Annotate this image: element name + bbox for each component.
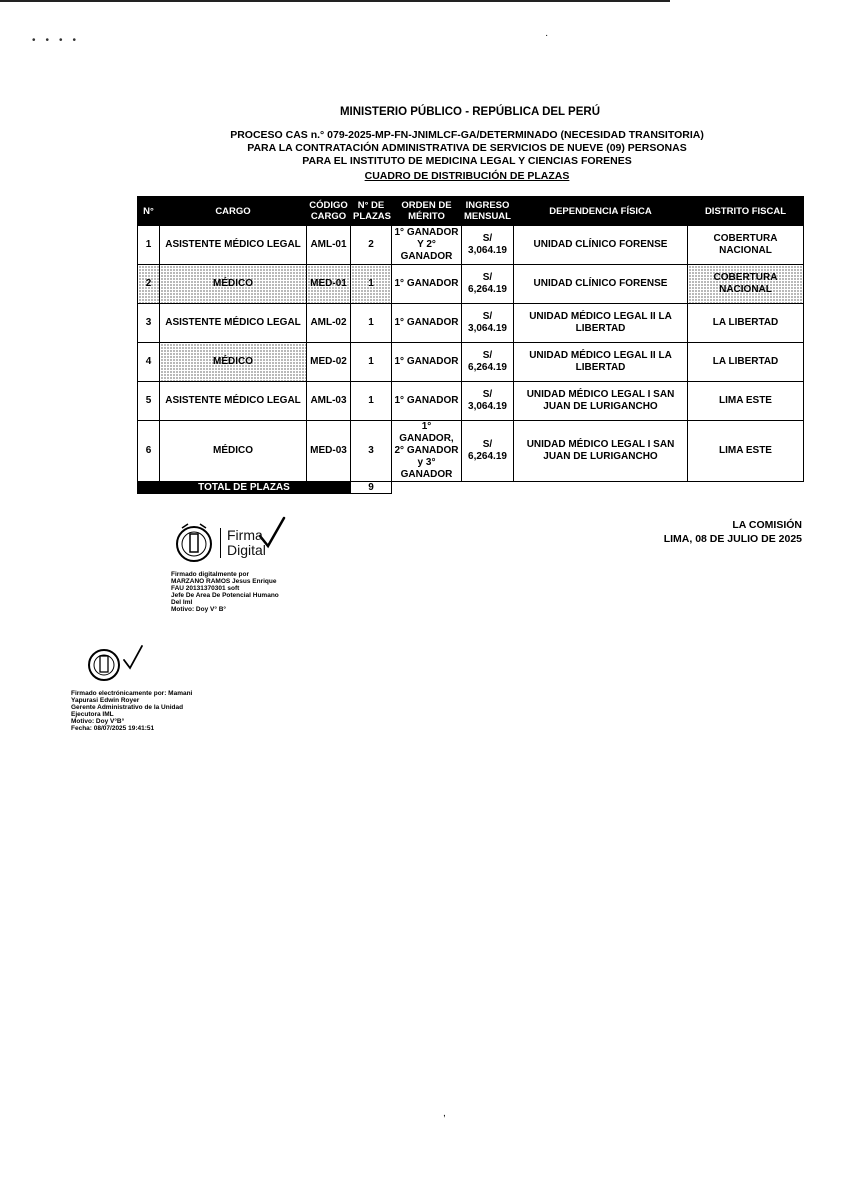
- col-header-n: N°: [138, 197, 160, 226]
- cell-distrito: COBERTURA NACIONAL: [688, 226, 804, 265]
- total-value: 9: [351, 482, 392, 494]
- signature-1-line: Firmado digitalmente por: [171, 571, 250, 578]
- col-header-ingreso: INGRESO MENSUAL: [462, 197, 514, 226]
- cell-codigo: AML-02: [307, 304, 351, 343]
- process-line-3: PARA EL INSTITUTO DE MEDICINA LEGAL Y CIENCIAS FORENES: [302, 155, 632, 167]
- plazas-table: [137, 196, 804, 494]
- cell-orden: 1° GANADOR: [392, 343, 462, 382]
- firma-word: Firma: [227, 527, 263, 543]
- digital-signature-2: [76, 640, 156, 695]
- table-row: [138, 304, 804, 343]
- cell-cargo: ASISTENTE MÉDICO LEGAL: [160, 382, 307, 421]
- ministry-title: MINISTERIO PÚBLICO - REPÚBLICA DEL PERÚ: [339, 106, 601, 118]
- cell-distrito: COBERTURA NACIONAL: [688, 265, 804, 304]
- cell-ingreso: S/ 6,264.19: [462, 421, 514, 482]
- cell-codigo: AML-01: [307, 226, 351, 265]
- signature-1-line: MARZANO RAMOS Jesus Enrique: [171, 578, 277, 585]
- cell-codigo: MED-02: [307, 343, 351, 382]
- document-heading: [0, 106, 848, 182]
- signature-2-line: Ejecutora IML: [71, 711, 114, 718]
- cell-orden: 1° GANADOR: [392, 382, 462, 421]
- table-row: [138, 265, 804, 304]
- process-line-2: PARA LA CONTRATACIÓN ADMINISTRATIVA DE SERVICIOS DE NUEVE (09) PERSONAS: [247, 142, 687, 154]
- cell-n: 6: [138, 421, 160, 482]
- signature-1-line: Jefe De Area De Potencial Humano: [171, 592, 279, 599]
- cell-dependencia: UNIDAD MÉDICO LEGAL I SAN JUAN DE LURIGANCHO: [514, 382, 688, 421]
- cell-dependencia: UNIDAD MÉDICO LEGAL II LA LIBERTAD: [514, 304, 688, 343]
- col-header-orden: ORDEN DE MÉRITO: [392, 197, 462, 226]
- cell-codigo: MED-03: [307, 421, 351, 482]
- cell-orden: 1° GANADOR Y 2° GANADOR: [392, 226, 462, 265]
- cell-distrito: LA LIBERTAD: [688, 304, 804, 343]
- cell-codigo: MED-01: [307, 265, 351, 304]
- signature-1-metadata: [171, 571, 279, 613]
- total-row-spacer: [392, 482, 804, 494]
- cell-cargo: MÉDICO: [160, 265, 307, 304]
- cell-n: 5: [138, 382, 160, 421]
- top-border-line: [0, 0, 670, 2]
- signature-2-line: Gerente Administrativo de la Unidad: [71, 704, 184, 711]
- cell-dependencia: UNIDAD CLÍNICO FORENSE: [514, 226, 688, 265]
- seal-icon: [76, 640, 156, 690]
- commission-block: [664, 518, 802, 546]
- col-header-distrito: DISTRITO FISCAL: [688, 197, 804, 226]
- cell-ingreso: S/ 3,064.19: [462, 304, 514, 343]
- col-header-cargo: CARGO: [160, 197, 307, 226]
- total-row: [138, 482, 804, 494]
- signature-2-line: Motivo: Doy V°B°: [71, 718, 125, 725]
- cell-distrito: LA LIBERTAD: [688, 343, 804, 382]
- cell-dependencia: UNIDAD CLÍNICO FORENSE: [514, 265, 688, 304]
- col-header-plazas: N° DE PLAZAS: [351, 197, 392, 226]
- cell-plazas: 3: [351, 421, 392, 482]
- table-row: [138, 343, 804, 382]
- digital-word: Digital: [227, 542, 266, 558]
- signature-1-line: FAU 20131370301 soft: [171, 585, 240, 592]
- cell-dependencia: UNIDAD MÉDICO LEGAL II LA LIBERTAD: [514, 343, 688, 382]
- cell-plazas: 1: [351, 382, 392, 421]
- cell-dependencia: UNIDAD MÉDICO LEGAL I SAN JUAN DE LURIGANCHO: [514, 421, 688, 482]
- commission-title: LA COMISIÓN: [732, 519, 802, 531]
- digital-signature-1: [168, 514, 468, 574]
- cell-plazas: 1: [351, 265, 392, 304]
- firma-digital-text: [220, 528, 266, 558]
- cell-orden: 1° GANADOR, 2° GANADOR y 3° GANADOR: [392, 421, 462, 482]
- cell-cargo: ASISTENTE MÉDICO LEGAL: [160, 226, 307, 265]
- cell-n: 3: [138, 304, 160, 343]
- table-title: CUADRO DE DISTRIBUCIÓN DE PLAZAS: [364, 170, 570, 182]
- table-header-row: [138, 197, 804, 226]
- signature-1-line: Del Iml: [171, 599, 193, 606]
- signature-2-metadata: [71, 690, 192, 732]
- total-label: TOTAL DE PLAZAS: [138, 482, 351, 494]
- cell-n: 1: [138, 226, 160, 265]
- cell-cargo: ASISTENTE MÉDICO LEGAL: [160, 304, 307, 343]
- signature-2-line: Yapurasi Edwin Royer: [71, 697, 140, 704]
- col-header-dependencia: DEPENDENCIA FÍSICA: [514, 197, 688, 226]
- cell-plazas: 2: [351, 226, 392, 265]
- cell-plazas: 1: [351, 304, 392, 343]
- firma-digital-logo: [168, 514, 468, 574]
- cell-ingreso: S/ 6,264.19: [462, 343, 514, 382]
- process-line-1: PROCESO CAS n.° 079-2025-MP-FN-JNIMLCF-GA/DETERMINADO (NECESIDAD TRANSITORIA): [230, 129, 704, 141]
- cell-distrito: LIMA ESTE: [688, 421, 804, 482]
- table-row: [138, 421, 804, 482]
- cell-n: 4: [138, 343, 160, 382]
- cell-plazas: 1: [351, 343, 392, 382]
- cell-cargo: MÉDICO: [160, 421, 307, 482]
- cell-cargo: MÉDICO: [160, 343, 307, 382]
- col-header-codigo: CÓDIGO CARGO: [307, 197, 351, 226]
- scan-speck: ·: [545, 30, 549, 41]
- cell-distrito: LIMA ESTE: [688, 382, 804, 421]
- cell-n: 2: [138, 265, 160, 304]
- signature-2-line: Firmado electrónicamente por: Mamani: [71, 690, 193, 697]
- check-icon: [124, 646, 142, 668]
- signature-1-line: Motivo: Doy V° B°: [171, 606, 227, 613]
- scan-speck: ,: [443, 1108, 446, 1119]
- commission-date: LIMA, 08 DE JULIO DE 2025: [663, 533, 802, 545]
- cell-orden: 1° GANADOR: [392, 265, 462, 304]
- table-row: [138, 226, 804, 265]
- signature-2-line: Fecha: 08/07/2025 19:41:51: [71, 725, 155, 732]
- cell-orden: 1° GANADOR: [392, 304, 462, 343]
- cell-ingreso: S/ 3,064.19: [462, 226, 514, 265]
- table-row: [138, 382, 804, 421]
- cell-codigo: AML-03: [307, 382, 351, 421]
- cell-ingreso: S/ 6,264.19: [462, 265, 514, 304]
- scan-specks: ••••: [32, 35, 87, 46]
- cell-ingreso: S/ 3,064.19: [462, 382, 514, 421]
